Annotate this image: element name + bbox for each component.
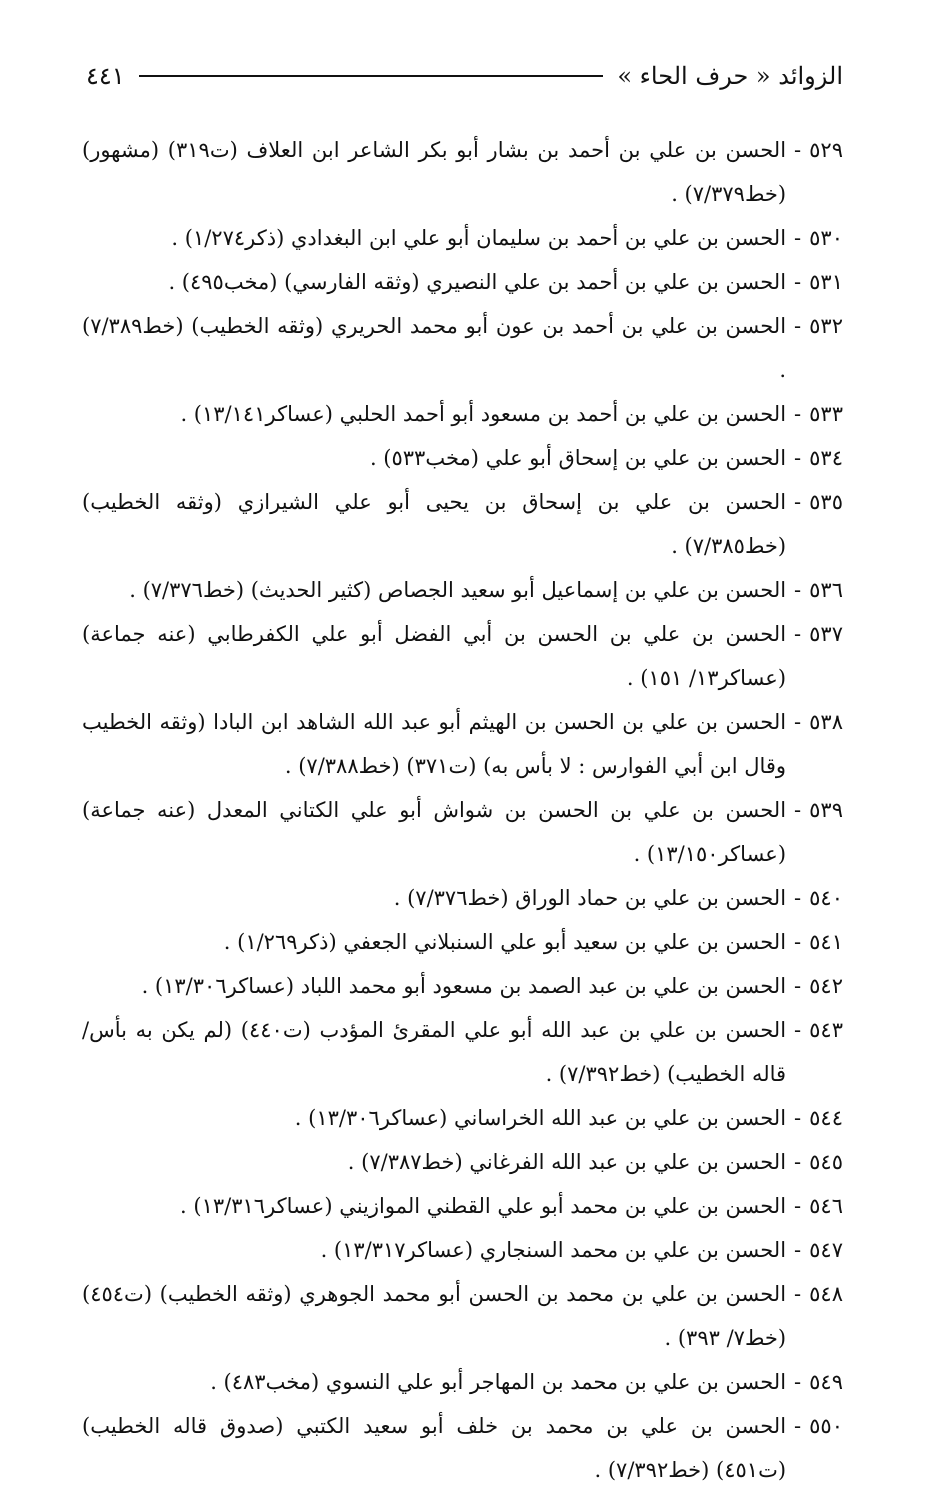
entry-dash: - (794, 578, 802, 602)
entry-text: الحسن بن علي بن أحمد بن علي النصيري (وثقه الفارسي) (مخب٤٩٥) . (168, 270, 787, 294)
entry-text: الحسن بن علي بن محمد بن الحسن أبو محمد الجوهري (وثقه الخطيب) (ت٤٥٤) (خط٧/ ٣٩٣) . (82, 1282, 787, 1350)
entry-dash: - (794, 1370, 802, 1394)
list-item (82, 1272, 843, 1360)
entry-number: ٥٢٩ (809, 138, 843, 162)
entry-dash: - (794, 798, 802, 822)
list-item (82, 1360, 843, 1404)
list-item (82, 1184, 843, 1228)
entry-dash: - (794, 1238, 802, 1262)
entry-dash: - (794, 930, 802, 954)
entry-number: ٥٤٠ (809, 886, 843, 910)
entry-text: الحسن بن علي بن سعيد أبو علي السنبلاني الجعفي (ذكر١/٢٦٩) . (223, 930, 787, 954)
list-item (82, 480, 843, 568)
page-header (86, 58, 843, 94)
entry-dash: - (794, 1106, 802, 1130)
list-item (82, 1096, 843, 1140)
list-item (82, 1008, 843, 1096)
entry-text: الحسن بن علي بن إسماعيل أبو سعيد الجصاص (كثير الحديث) (خط٧/٣٧٦) . (129, 578, 787, 602)
entry-text: الحسن بن علي بن إسحاق أبو علي (مخب٥٣٣) . (369, 446, 787, 470)
entry-number: ٥٤٣ (809, 1018, 843, 1042)
entry-number: ٥٤٥ (809, 1150, 843, 1174)
entry-dash: - (794, 1150, 802, 1174)
entry-dash: - (794, 490, 802, 514)
entry-number: ٥٣٧ (809, 622, 843, 646)
entry-number: ٥٣٩ (809, 798, 843, 822)
list-item (82, 788, 843, 876)
entry-dash: - (794, 138, 802, 162)
entry-text: الحسن بن علي بن الحسن بن الهيثم أبو عبد الله الشاهد ابن البادا (وثقه الخطيب وقال ابن أبي الفوارس : لا بأس به) (ت٣٧١) (خط٧/٣٨٨) . (82, 710, 787, 778)
entry-dash: - (794, 402, 802, 426)
entry-text: الحسن بن علي بن محمد السنجاري (عساكر١٣/٣١٧) . (320, 1238, 787, 1262)
entry-dash: - (794, 1194, 802, 1218)
entry-number: ٥٤٨ (809, 1282, 843, 1306)
entry-dash: - (794, 1018, 802, 1042)
entry-text: الحسن بن علي بن محمد بن المهاجر أبو علي النسوي (مخب٤٨٣) . (210, 1370, 787, 1394)
entry-number: ٥٤٩ (809, 1370, 843, 1394)
entry-dash: - (794, 974, 802, 998)
entry-text: الحسن بن علي بن عبد الصمد بن مسعود أبو محمد اللباد (عساكر١٣/٣٠٦) . (141, 974, 787, 998)
list-item (82, 876, 843, 920)
entry-dash: - (794, 1282, 802, 1306)
entry-text: الحسن بن علي بن أحمد بن مسعود أبو أحمد الحلبي (عساكر١٣/١٤١) . (180, 402, 787, 426)
list-item (82, 260, 843, 304)
entry-dash: - (794, 270, 802, 294)
entry-dash: - (794, 1414, 802, 1438)
header-rule (139, 75, 604, 77)
entry-number: ٥٣١ (809, 270, 843, 294)
list-item (82, 1140, 843, 1184)
entry-list (82, 128, 843, 1492)
entry-text: الحسن بن علي بن محمد أبو علي القطني الموازيني (عساكر١٣/٣١٦) . (180, 1194, 787, 1218)
entry-number: ٥٤٢ (809, 974, 843, 998)
list-item (82, 612, 843, 700)
entry-text: الحسن بن علي بن الحسن بن شواش أبو علي الكتاني المعدل (عنه جماعة) (عساكر١٣/١٥٠) . (82, 798, 787, 866)
entry-number: ٥٣٨ (809, 710, 843, 734)
entry-text: الحسن بن علي بن أحمد بن بشار أبو بكر الشاعر ابن العلاف (ت٣١٩) (مشهور) (خط٧/٣٧٩) . (82, 138, 787, 206)
list-item (82, 436, 843, 480)
entry-dash: - (794, 314, 802, 338)
entry-number: ٥٤٦ (809, 1194, 843, 1218)
running-head: الزوائد « حرف الحاء » (617, 62, 843, 90)
entry-text: الحسن بن علي بن عبد الله أبو علي المقرئ المؤدب (ت٤٤٠) (لم يكن به بأس/ قاله الخطيب) (خط٧/٣٩٢) . (82, 1018, 787, 1086)
list-item (82, 392, 843, 436)
list-item (82, 216, 843, 260)
entry-dash: - (794, 710, 802, 734)
entry-number: ٥٤٧ (809, 1238, 843, 1262)
list-item (82, 920, 843, 964)
list-item (82, 700, 843, 788)
page-number: ٤٤١ (86, 62, 125, 90)
entry-number: ٥٣٥ (809, 490, 843, 514)
entry-text: الحسن بن علي بن الحسن بن أبي الفضل أبو علي الكفرطابي (عنه جماعة) (عساكر١٣/ ١٥١) . (82, 622, 787, 690)
entry-number: ٥٤١ (809, 930, 843, 954)
list-item (82, 1404, 843, 1492)
entry-text: الحسن بن علي بن عبد الله الخراساني (عساكر١٣/٣٠٦) . (294, 1106, 787, 1130)
entry-number: ٥٤٤ (809, 1106, 843, 1130)
list-item (82, 1228, 843, 1272)
entry-text: الحسن بن علي بن أحمد بن عون أبو محمد الحريري (وثقه الخطيب) (خط٧/٣٨٩) . (82, 314, 787, 382)
list-item (82, 964, 843, 1008)
entry-number: ٥٣٤ (809, 446, 843, 470)
entry-dash: - (794, 622, 802, 646)
entry-text: الحسن بن علي بن عبد الله الفرغاني (خط٧/٣٨٧) . (347, 1150, 787, 1174)
entry-number: ٥٥٠ (809, 1414, 843, 1438)
list-item (82, 568, 843, 612)
entry-text: الحسن بن علي بن إسحاق بن يحيى أبو علي الشيرازي (وثقه الخطيب) (خط٧/٣٨٥) . (82, 490, 787, 558)
entry-text: الحسن بن علي بن محمد بن خلف أبو سعيد الكتبي (صدوق قاله الخطيب) (ت٤٥١) (خط٧/٣٩٢) . (82, 1414, 787, 1482)
entry-number: ٥٣٦ (809, 578, 843, 602)
list-item (82, 304, 843, 392)
entry-text: الحسن بن علي بن أحمد بن سليمان أبو علي ابن البغدادي (ذكر١/٢٧٤) . (171, 226, 787, 250)
entry-number: ٥٣٠ (809, 226, 843, 250)
list-item (82, 128, 843, 216)
entry-number: ٥٣٢ (809, 314, 843, 338)
entry-dash: - (794, 226, 802, 250)
entry-dash: - (794, 446, 802, 470)
entry-text: الحسن بن علي بن حماد الوراق (خط٧/٣٧٦) . (393, 886, 787, 910)
entry-dash: - (794, 886, 802, 910)
entry-number: ٥٣٣ (809, 402, 843, 426)
